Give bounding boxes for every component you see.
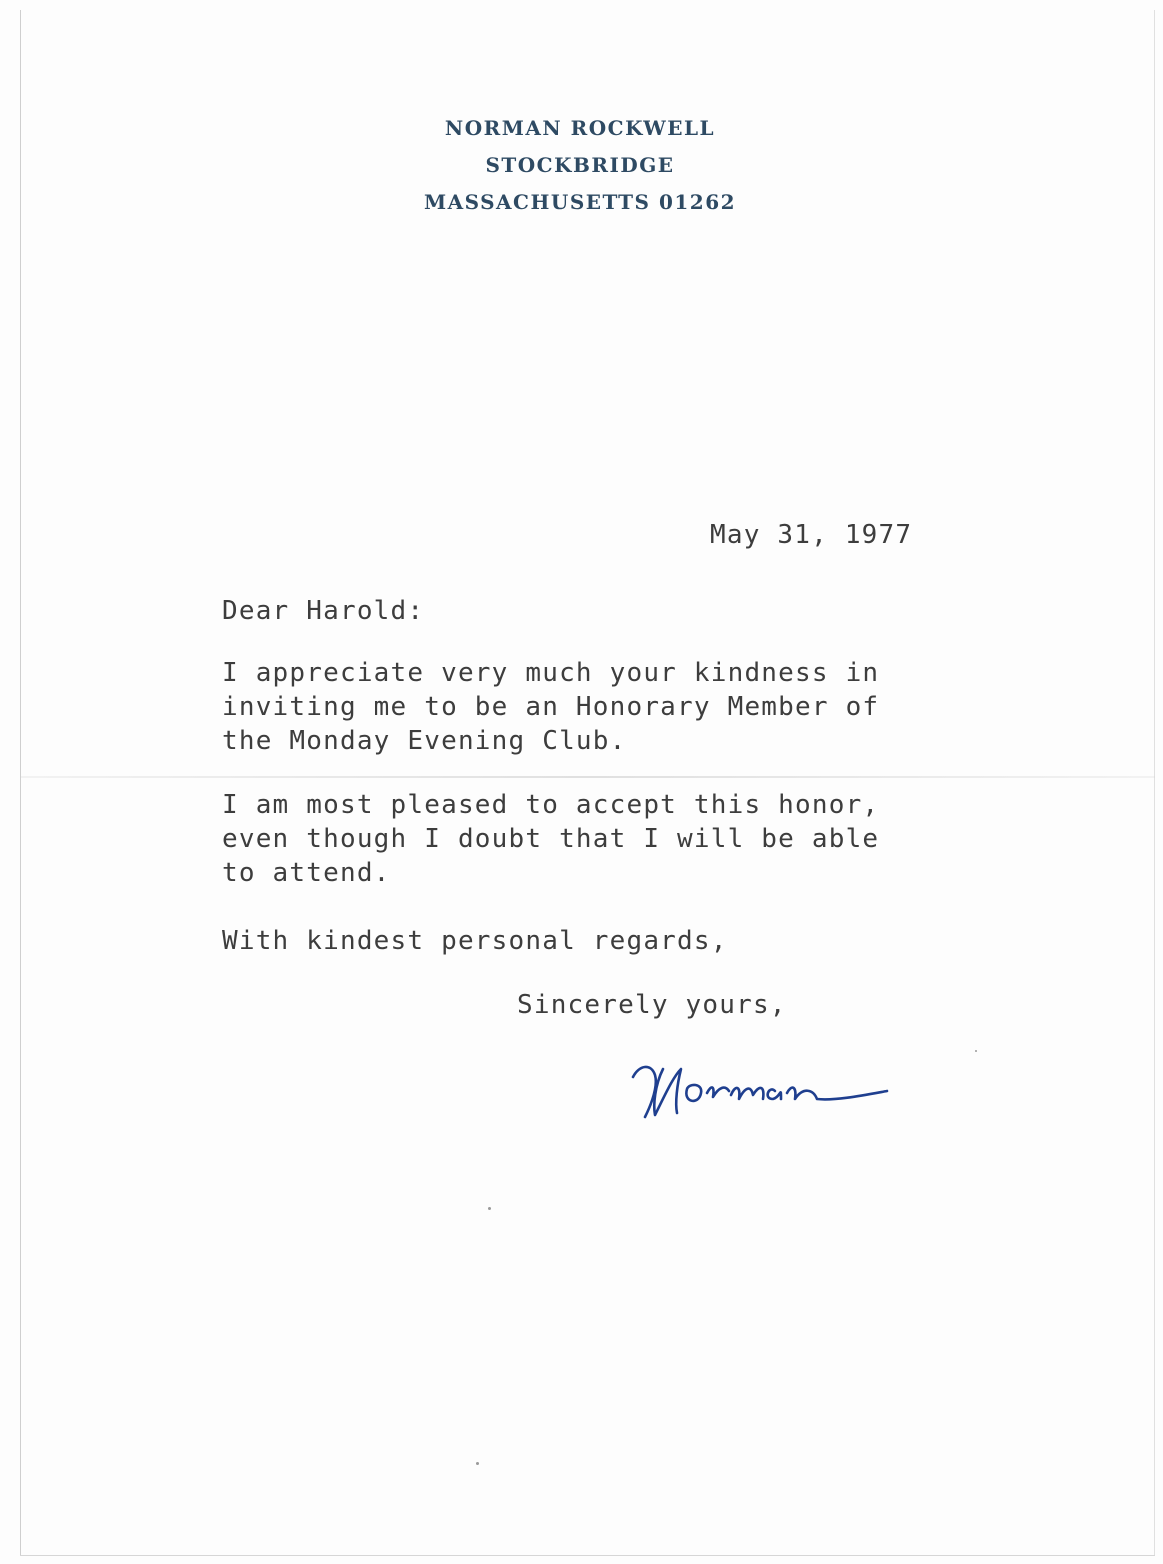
letter-valediction: Sincerely yours, (517, 990, 787, 1020)
paper-edge-bottom (20, 1555, 1155, 1556)
letterhead-city: STOCKBRIDGE (485, 153, 675, 177)
letter-date: May 31, 1977 (710, 520, 913, 550)
signature-handwritten (625, 1055, 895, 1130)
letter-paragraph-1 (222, 656, 879, 758)
paper-speck (476, 1462, 479, 1465)
paragraph-line: I appreciate very much your kindness in (222, 658, 880, 688)
paper-edge-left (20, 10, 21, 1555)
paper-speck (488, 1207, 491, 1210)
paper-speck (975, 1050, 977, 1052)
paper-fold-line (21, 776, 1155, 778)
paragraph-line: the Monday Evening Club. (222, 726, 627, 756)
paragraph-line: I am most pleased to accept this honor, (222, 790, 880, 820)
paragraph-line: inviting me to be an Honorary Member of (222, 692, 880, 722)
letterhead-name: NORMAN ROCKWELL (444, 116, 716, 140)
letterhead (380, 110, 780, 221)
paragraph-line: even though I doubt that I will be able (222, 824, 880, 854)
paper-edge-right (1154, 10, 1155, 1555)
paragraph-line: to attend. (222, 858, 391, 888)
letter-salutation: Dear Harold: (222, 596, 425, 626)
letter-closing: With kindest personal regards, (222, 926, 728, 956)
letterhead-state-zip: MASSACHUSETTS 01262 (423, 190, 737, 214)
letter-paragraph-2 (222, 788, 879, 890)
